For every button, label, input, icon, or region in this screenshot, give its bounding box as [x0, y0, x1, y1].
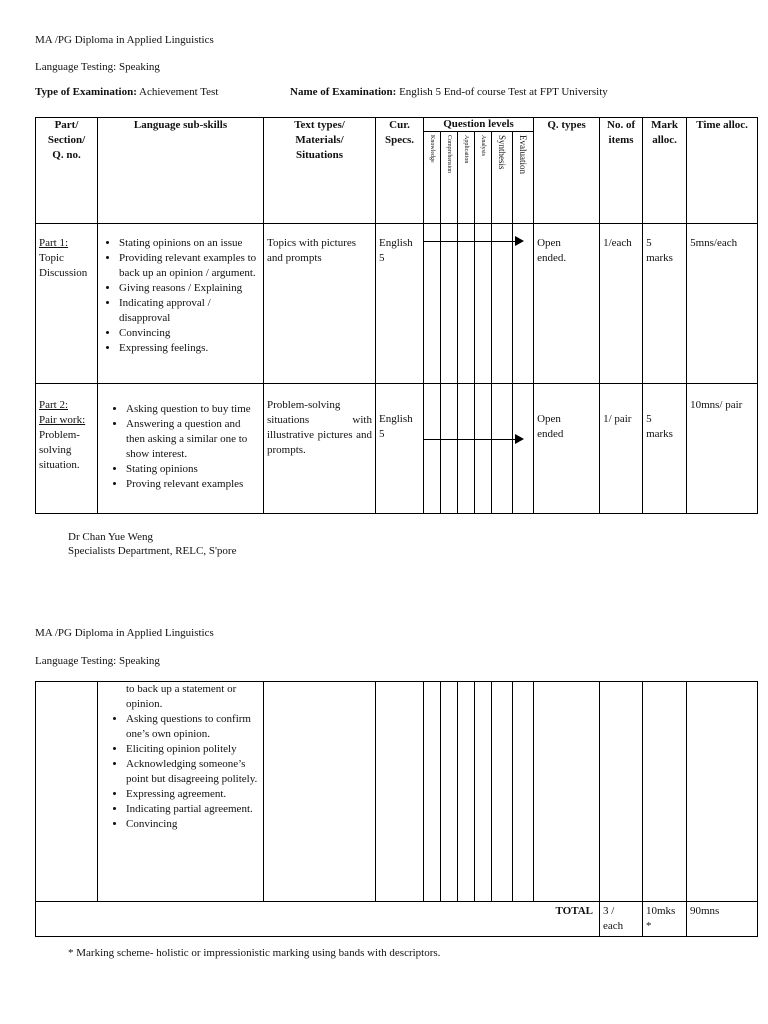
header-part: Part/ Section/ Q. no. [36, 118, 98, 224]
row1-marks: 5 marks [643, 224, 687, 384]
header-no-items: No. of items [600, 118, 643, 224]
list-item: • Acknowledging someone’s point but disagreeing politely. [126, 757, 260, 787]
test-spec-table-continued [35, 681, 758, 937]
row2-part: Part 2: Pair work: Problem- solving situation. [36, 384, 98, 514]
row1-no-items: 1/each [600, 224, 643, 384]
exam-name-label: Name of Examination: [290, 86, 397, 98]
header-subskills: Language sub-skills [98, 118, 264, 224]
continued-skills [98, 682, 264, 902]
exam-name-value: English 5 End-of course Test at FPT University [399, 86, 608, 98]
exam-type-line [35, 86, 218, 98]
row1-text-types: Topics with pictures and prompts [264, 224, 376, 384]
table-row [36, 224, 758, 384]
list-item: • Giving reasons / Explaining [119, 281, 260, 296]
header-q-types: Q. types [534, 118, 600, 224]
course-title: MA /PG Diploma in Applied Linguistics [35, 627, 214, 639]
list-item: • Answering a question and then asking a similar one to show interest. [126, 417, 260, 462]
row1-part: Part 1: Topic Discussion [36, 224, 98, 384]
row1-skills [98, 224, 264, 384]
level-span-line [423, 241, 516, 242]
list-item: • Asking question to buy time [126, 402, 260, 417]
list-item: • Expressing agreement. [126, 787, 260, 802]
row2-skills [98, 384, 264, 514]
list-item: • Stating opinions [126, 462, 260, 477]
row1-time: 5mns/each [687, 224, 758, 384]
total-time: 90mns [687, 902, 758, 937]
list-item: • Convincing [119, 326, 260, 341]
header-text-types: Text types/ Materials/ Situations [264, 118, 376, 224]
list-item: • Indicating approval / disapproval [119, 296, 260, 326]
level-comprehension: Comprehension [441, 132, 458, 224]
level-evaluation: Evaluation [513, 132, 534, 224]
row2-no-items: 1/ pair [600, 384, 643, 514]
row2-text-types: Problem-solving situations with illustrative pictures and prompts. [264, 384, 376, 514]
list-item: • Eliciting opinion politely [126, 742, 260, 757]
list-item: • Asking questions to confirm one’s own opinion. [126, 712, 260, 742]
test-spec-table [35, 117, 758, 514]
list-item: • Convincing [126, 817, 260, 832]
arrow-right-icon [515, 236, 524, 246]
list-item: to back up a statement or opinion. [126, 683, 237, 710]
total-items: 3 / each [600, 902, 643, 937]
arrow-right-icon [515, 434, 524, 444]
row2-cur-specs: English 5 [376, 384, 424, 514]
footnote: * Marking scheme- holistic or impressionistic marking using bands with descriptors. [68, 947, 441, 959]
list-item: • Indicating partial agreement. [126, 802, 260, 817]
exam-type-label: Type of Examination: [35, 86, 137, 98]
row2-marks: 5 marks [643, 384, 687, 514]
table-row [36, 682, 758, 902]
subject-title: Language Testing: Speaking [35, 61, 160, 73]
course-title: MA /PG Diploma in Applied Linguistics [35, 34, 214, 46]
subject-title: Language Testing: Speaking [35, 655, 160, 667]
level-knowledge: Knowledge [424, 132, 441, 224]
row1-q-types: Open ended. [534, 224, 600, 384]
list-item: • Proving relevant examples [126, 477, 260, 492]
exam-type-value: Achievement Test [139, 86, 219, 98]
list-item: • Providing relevant examples to back up an opinion / argument. [119, 251, 260, 281]
total-row [36, 902, 758, 937]
signature-dept: Specialists Department, RELC, S'pore [68, 545, 237, 557]
header-question-levels: Question levels [424, 118, 534, 132]
row1-cur-specs: English 5 [376, 224, 424, 384]
total-label: TOTAL [36, 902, 600, 937]
level-synthesis: Synthesis [492, 132, 513, 224]
exam-name-line [290, 86, 608, 98]
level-analysis: Analysis [475, 132, 492, 224]
list-item: • Stating opinions on an issue [119, 236, 260, 251]
table-row [36, 384, 758, 514]
row2-time: 10mns/ pair [687, 384, 758, 514]
level-span-line [423, 439, 516, 440]
row2-q-types: Open ended [534, 384, 600, 514]
header-cur-specs: Cur. Specs. [376, 118, 424, 224]
level-application: Application [458, 132, 475, 224]
list-item: • Expressing feelings. [119, 341, 260, 356]
signature-name: Dr Chan Yue Weng [68, 531, 153, 543]
header-mark-alloc: Mark alloc. [643, 118, 687, 224]
header-time-alloc: Time alloc. [687, 118, 758, 224]
total-marks: 10mks * [643, 902, 687, 937]
